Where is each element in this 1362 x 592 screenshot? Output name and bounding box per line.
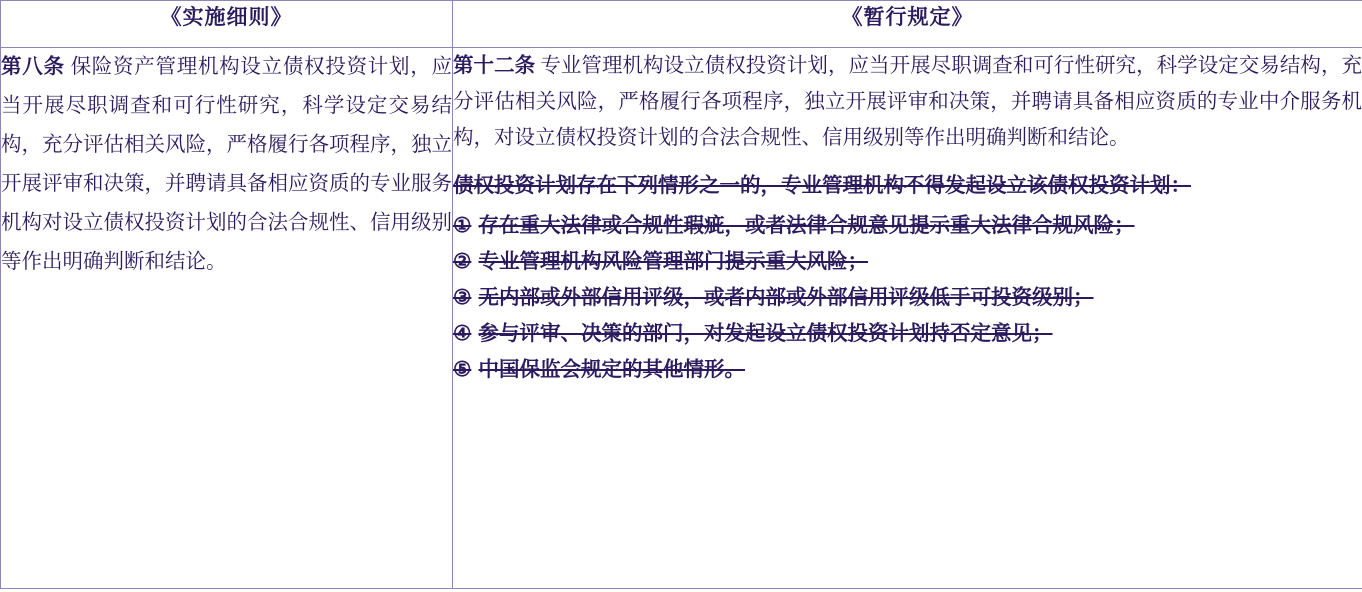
list-item <box>453 316 1362 352</box>
table-row <box>1 48 1362 589</box>
list-marker: ② <box>453 251 472 273</box>
deleted-intro-paragraph: 债权投资计划存在下列情形之一的，专业管理机构不得发起设立该债权投资计划： <box>453 175 1191 197</box>
column-header-left: 《实施细则》 <box>1 1 453 48</box>
list-item-text: 参与评审、决策的部门，对发起设立债权投资计划持否定意见； <box>478 323 1053 345</box>
list-item-text: 无内部或外部信用评级，或者内部或外部信用评级低于可投资级别； <box>478 287 1094 309</box>
right-article-text: 专业管理机构设立债权投资计划，应当开展尽职调查和可行性研究，科学设定交易结构，充分评估相关风险，严格履行各项程序，独立开展评审和决策，并聘请具备相应资质的专业中介服务机构，对设立债权投资计划的合法合规性、信用级别等作出明确判断和结论。 <box>453 55 1362 149</box>
left-article-text: 保险资产管理机构设立债权投资计划，应当开展尽职调查和可行性研究，科学设定交易结构，充分评估相关风险，严格履行各项程序，独立开展评审和决策，并聘请具备相应资质的专业服务机构对设立债权投资计划的合法合规性、信用级别等作出明确判断和结论。 <box>1 56 453 273</box>
right-article-paragraph <box>453 48 1362 156</box>
list-marker: ④ <box>453 323 472 345</box>
list-marker: ① <box>453 215 472 237</box>
left-article-label: 第八条 <box>1 56 65 78</box>
cell-implementation-rules <box>1 48 453 589</box>
list-item <box>453 208 1362 244</box>
cell-interim-provisions <box>453 48 1362 589</box>
list-item <box>453 280 1362 316</box>
list-item-text: 专业管理机构风险管理部门提示重大风险； <box>478 251 869 273</box>
list-marker: ③ <box>453 287 472 309</box>
left-article-paragraph <box>1 48 452 282</box>
list-item <box>453 244 1362 280</box>
list-item-text: 中国保监会规定的其他情形。 <box>478 359 746 381</box>
list-item-text: 存在重大法律或合规性瑕疵，或者法律合规意见提示重大法律合规风险； <box>478 215 1135 237</box>
right-article-label: 第十二条 <box>453 55 536 77</box>
list-item <box>453 352 1362 388</box>
table-header-row <box>1 1 1362 48</box>
column-header-right: 《暂行规定》 <box>453 1 1362 48</box>
paragraph-spacer <box>453 160 1362 168</box>
list-marker: ⑤ <box>453 359 472 381</box>
